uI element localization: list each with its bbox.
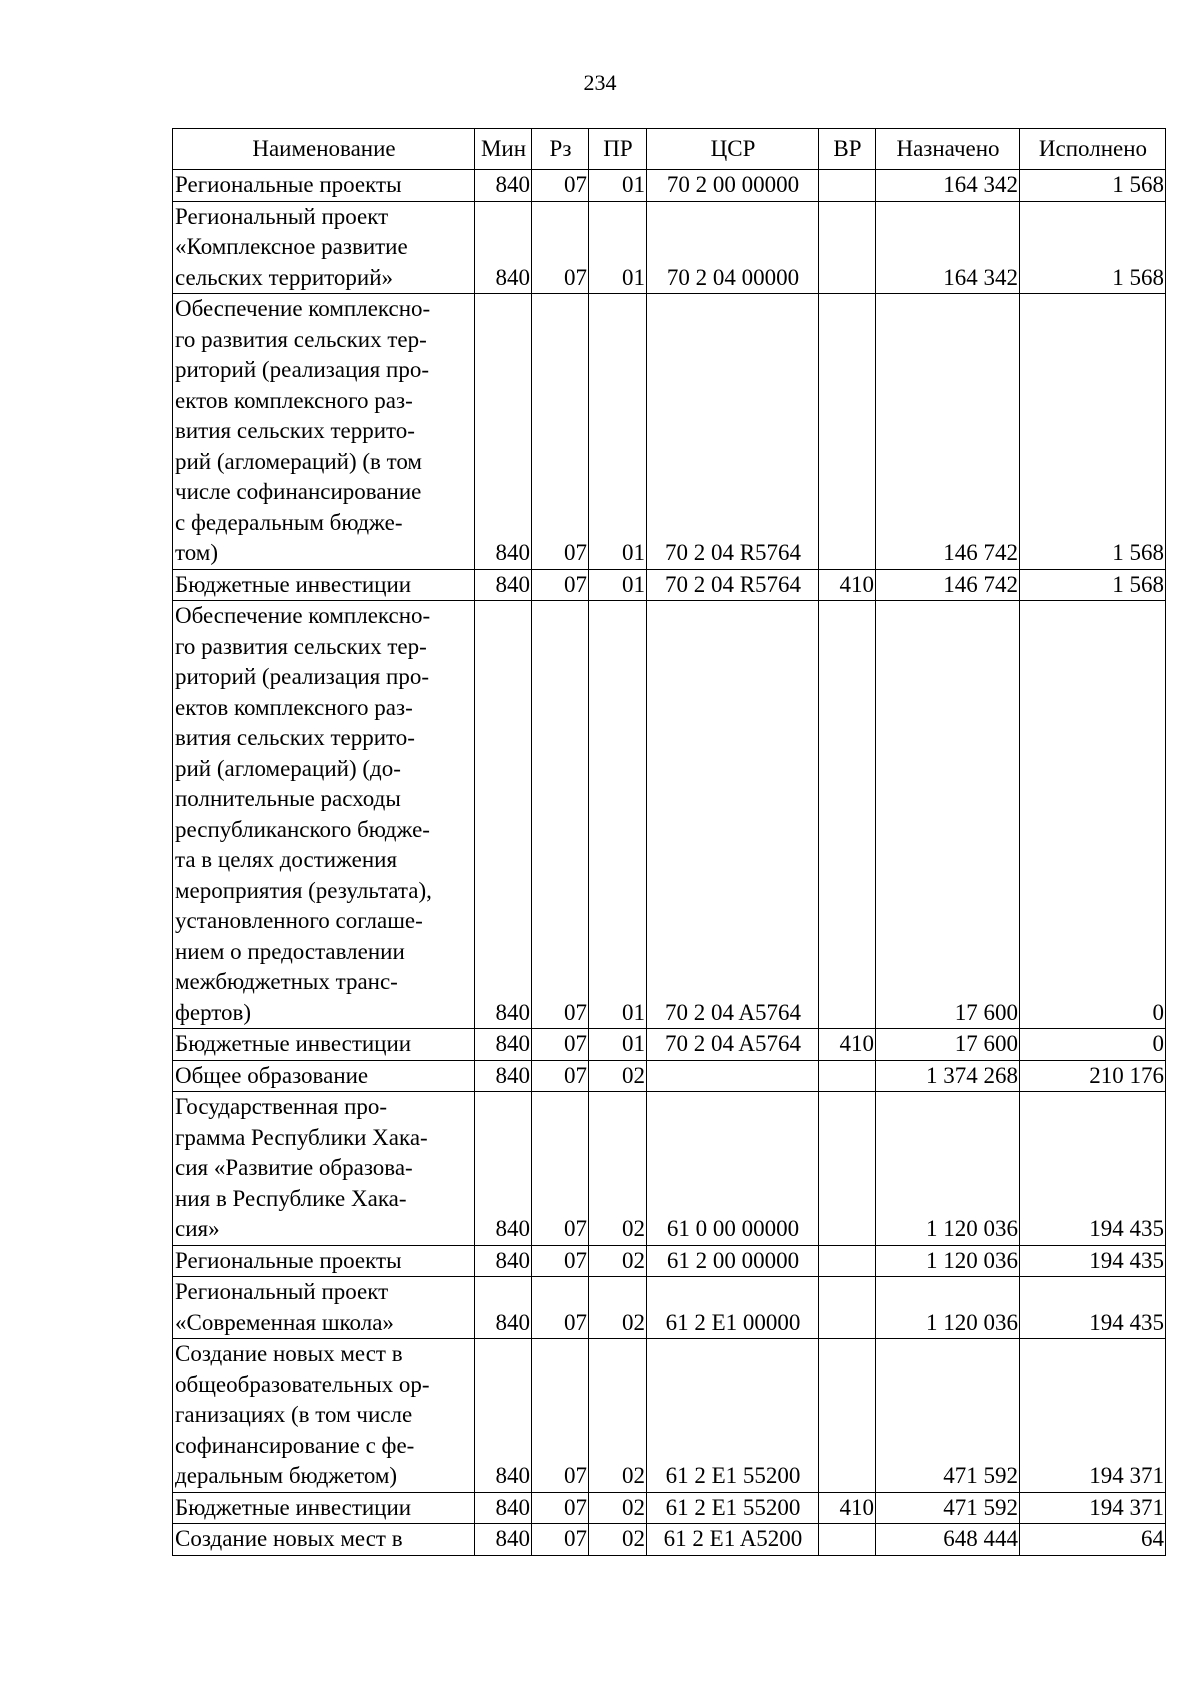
row-vr [819,1245,876,1277]
row-executed: 1 568 [1020,569,1166,601]
row-vr [819,1092,876,1246]
row-min: 840 [475,569,532,601]
row-rz: 07 [532,170,589,202]
header-csr: ЦСР [647,129,819,170]
row-assigned: 146 742 [876,569,1020,601]
row-pr: 01 [589,294,647,570]
table-header-row [173,129,1166,170]
row-min: 840 [475,294,532,570]
row-min: 840 [475,1339,532,1493]
table-row [173,1492,1166,1524]
table-row [173,1277,1166,1339]
row-executed: 0 [1020,1029,1166,1061]
row-name: Государственная про- грамма Республики Хака- сия «Развитие образова- ния в Республике Хака- сия» [173,1092,475,1246]
row-name: Бюджетные инвестиции [173,1029,475,1061]
row-vr [819,1277,876,1339]
table-row [173,1339,1166,1493]
table-row [173,601,1166,1029]
table-row [173,1060,1166,1092]
row-rz: 07 [532,201,589,294]
row-pr: 02 [589,1277,647,1339]
row-vr [819,1060,876,1092]
row-rz: 07 [532,1060,589,1092]
row-name: Бюджетные инвестиции [173,1492,475,1524]
row-min: 840 [475,1029,532,1061]
row-executed: 194 435 [1020,1245,1166,1277]
row-assigned: 1 374 268 [876,1060,1020,1092]
row-name: Бюджетные инвестиции [173,569,475,601]
row-csr: 70 2 04 R5764 [647,569,819,601]
row-executed: 64 [1020,1524,1166,1556]
row-csr: 61 2 E1 55200 [647,1339,819,1493]
row-executed: 194 371 [1020,1339,1166,1493]
table-row [173,1245,1166,1277]
table-row [173,569,1166,601]
row-csr [647,1060,819,1092]
row-rz: 07 [532,1524,589,1556]
row-vr [819,170,876,202]
row-assigned: 17 600 [876,1029,1020,1061]
row-executed: 194 435 [1020,1277,1166,1339]
row-assigned: 164 342 [876,201,1020,294]
row-pr: 02 [589,1339,647,1493]
table-row [173,170,1166,202]
row-name: Региональные проекты [173,170,475,202]
row-executed: 1 568 [1020,294,1166,570]
row-min: 840 [475,1245,532,1277]
row-assigned: 1 120 036 [876,1245,1020,1277]
row-min: 840 [475,601,532,1029]
row-csr: 70 2 04 R5764 [647,294,819,570]
row-vr [819,1339,876,1493]
row-executed: 210 176 [1020,1060,1166,1092]
budget-table [172,128,1166,1556]
row-csr: 61 0 00 00000 [647,1092,819,1246]
header-pr: ПР [589,129,647,170]
row-pr: 01 [589,201,647,294]
row-pr: 02 [589,1245,647,1277]
row-assigned: 17 600 [876,601,1020,1029]
row-vr: 410 [819,1492,876,1524]
row-min: 840 [475,1492,532,1524]
row-name: Региональный проект «Современная школа» [173,1277,475,1339]
row-vr [819,1524,876,1556]
row-executed: 194 371 [1020,1492,1166,1524]
row-name: Создание новых мест в общеобразовательных ор- ганизациях (в том числе софинансирование с фе- деральным бюджетом) [173,1339,475,1493]
row-rz: 07 [532,294,589,570]
row-vr [819,601,876,1029]
row-name: Региональный проект «Комплексное развитие сельских территорий» [173,201,475,294]
row-assigned: 1 120 036 [876,1277,1020,1339]
header-executed: Исполнено [1020,129,1166,170]
row-pr: 01 [589,569,647,601]
row-csr: 61 2 E1 00000 [647,1277,819,1339]
row-csr: 70 2 04 A5764 [647,601,819,1029]
row-rz: 07 [532,601,589,1029]
row-assigned: 471 592 [876,1339,1020,1493]
row-executed: 0 [1020,601,1166,1029]
row-pr: 02 [589,1524,647,1556]
row-vr [819,294,876,570]
header-min: Мин [475,129,532,170]
header-name: Наименование [173,129,475,170]
row-assigned: 146 742 [876,294,1020,570]
row-executed: 1 568 [1020,201,1166,294]
row-min: 840 [475,1277,532,1339]
row-name: Обеспечение комплексно- го развития сельских тер- риторий (реализация про- ектов комплексного раз- вития сельских террито- рий (агломераций) (в том числе софинансирование с федеральным бюдже- том) [173,294,475,570]
row-pr: 01 [589,1029,647,1061]
row-min: 840 [475,170,532,202]
row-pr: 02 [589,1092,647,1246]
row-name: Общее образование [173,1060,475,1092]
row-pr: 01 [589,170,647,202]
row-rz: 07 [532,1029,589,1061]
row-csr: 70 2 04 A5764 [647,1029,819,1061]
row-csr: 70 2 00 00000 [647,170,819,202]
table-body [173,170,1166,1556]
row-vr [819,201,876,294]
row-csr: 61 2 E1 A5200 [647,1524,819,1556]
row-csr: 61 2 00 00000 [647,1245,819,1277]
row-rz: 07 [532,569,589,601]
row-csr: 61 2 E1 55200 [647,1492,819,1524]
table-row [173,294,1166,570]
row-vr: 410 [819,1029,876,1061]
row-assigned: 1 120 036 [876,1092,1020,1246]
row-assigned: 164 342 [876,170,1020,202]
row-name: Обеспечение комплексно- го развития сельских тер- риторий (реализация про- ектов комплексного раз- вития сельских террито- рий (агломераций) (до- полнительные расходы республиканского бюдже- та в целях достижения мероприятия (результата), установленного соглаше- нием о предоставлении межбюджетных транс- фертов) [173,601,475,1029]
row-assigned: 471 592 [876,1492,1020,1524]
table-row [173,201,1166,294]
row-rz: 07 [532,1492,589,1524]
table-row [173,1524,1166,1556]
row-rz: 07 [532,1245,589,1277]
row-min: 840 [475,1524,532,1556]
header-rz: Рз [532,129,589,170]
row-rz: 07 [532,1092,589,1246]
row-executed: 194 435 [1020,1092,1166,1246]
row-csr: 70 2 04 00000 [647,201,819,294]
row-pr: 02 [589,1492,647,1524]
row-min: 840 [475,201,532,294]
row-min: 840 [475,1092,532,1246]
table-row [173,1029,1166,1061]
row-assigned: 648 444 [876,1524,1020,1556]
row-min: 840 [475,1060,532,1092]
row-rz: 07 [532,1339,589,1493]
row-name: Региональные проекты [173,1245,475,1277]
row-pr: 02 [589,1060,647,1092]
header-assigned: Назначено [876,129,1020,170]
row-rz: 07 [532,1277,589,1339]
page-number: 234 [583,70,617,95]
table-row [173,1092,1166,1246]
row-name: Создание новых мест в [173,1524,475,1556]
row-vr: 410 [819,569,876,601]
row-pr: 01 [589,601,647,1029]
header-vr: ВР [819,129,876,170]
row-executed: 1 568 [1020,170,1166,202]
